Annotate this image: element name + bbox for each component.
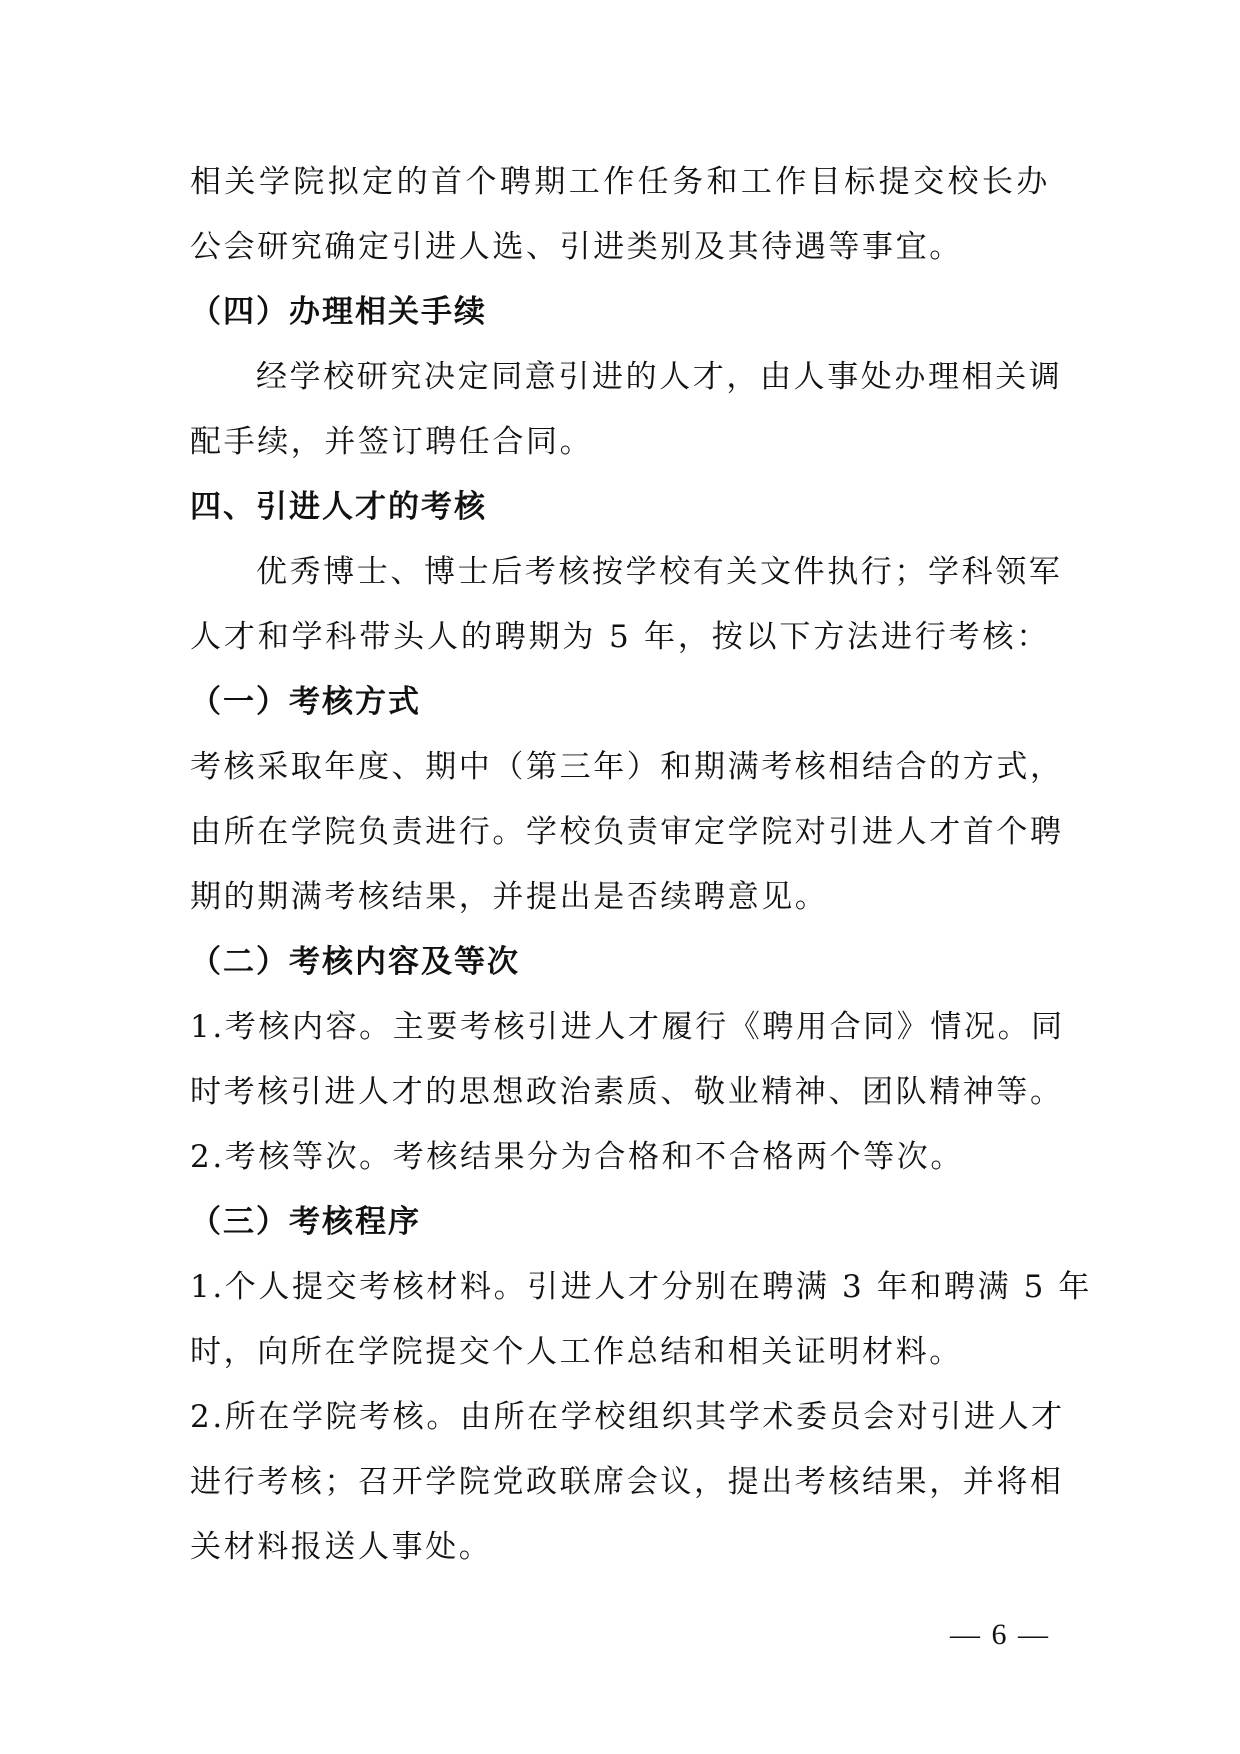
body-text-line: 2.考核等次。考核结果分为合格和不合格两个等次。 (190, 1139, 964, 1175)
body-text-line: 时，向所在学院提交个人工作总结和相关证明材料。 (190, 1334, 963, 1370)
subsection-heading: （一）考核方式 (190, 684, 421, 720)
subsection-heading: （二）考核内容及等次 (190, 944, 520, 980)
body-text-line: 时考核引进人才的思想政治素质、敬业精神、团队精神等。 (190, 1074, 1064, 1110)
body-text-line: 由所在学院负责进行。学校负责审定学院对引进人才首个聘 (190, 814, 1064, 850)
body-text-line: 配手续，并签订聘任合同。 (190, 424, 594, 460)
body-text-line: 2.所在学院考核。由所在学校组织其学术委员会对引进人才 (190, 1399, 1065, 1435)
body-text-line: 公会研究确定引进人选、引进类别及其待遇等事宜。 (190, 229, 963, 265)
subsection-heading: （三）考核程序 (190, 1204, 421, 1240)
body-text-line: 关材料报送人事处。 (190, 1529, 493, 1565)
body-text-line: 1.考核内容。主要考核引进人才履行《聘用合同》情况。同 (190, 1009, 1065, 1045)
page-number: — 6 — (950, 1618, 1050, 1651)
subsection-heading: （四）办理相关手续 (190, 294, 487, 330)
body-text-line: 1.个人提交考核材料。引进人才分别在聘满 3 年和聘满 5 年 (190, 1269, 1093, 1305)
body-text-line: 优秀博士、博士后考核按学校有关文件执行；学科领军 (256, 554, 1063, 590)
section-heading: 四、引进人才的考核 (190, 489, 487, 525)
body-text-line: 进行考核；召开学院党政联席会议，提出考核结果，并将相 (190, 1464, 1064, 1500)
body-text-line: 人才和学科带头人的聘期为 5 年，按以下方法进行考核： (190, 619, 1050, 655)
document-body (190, 150, 1093, 1580)
body-text-line: 经学校研究决定同意引进的人才，由人事处办理相关调 (256, 359, 1063, 395)
body-text-line: 考核采取年度、期中（第三年）和期满考核相结合的方式， (190, 749, 1064, 785)
body-text-line: 相关学院拟定的首个聘期工作任务和工作目标提交校长办 (190, 164, 1050, 200)
body-text-line: 期的期满考核结果，并提出是否续聘意见。 (190, 879, 829, 915)
